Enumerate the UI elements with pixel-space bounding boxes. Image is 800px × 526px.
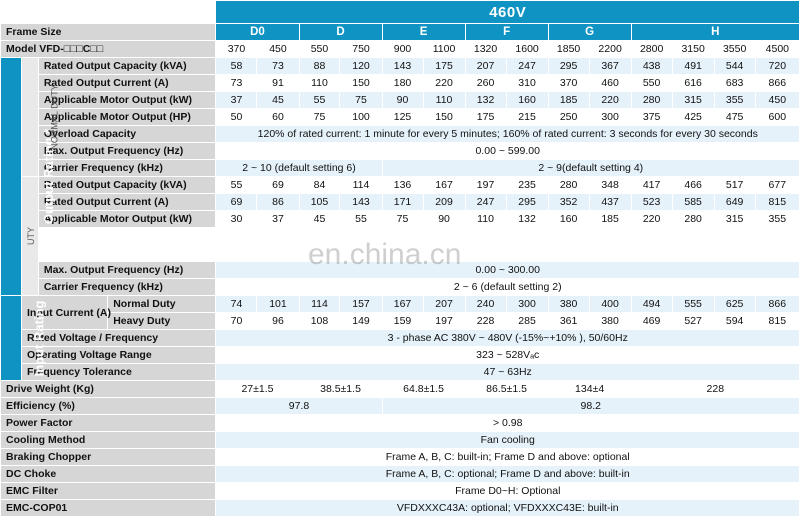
value-cell: 494 bbox=[631, 296, 672, 313]
value-cell: 74 bbox=[216, 296, 257, 313]
normal-motor-hp-label: Applicable Motor Output (HP) bbox=[38, 109, 216, 126]
model-cell: 550 bbox=[299, 41, 340, 58]
value-cell: 616 bbox=[672, 75, 714, 92]
value-cell: 527 bbox=[672, 313, 714, 330]
value-cell: 175 bbox=[465, 109, 506, 126]
value-cell: 207 bbox=[423, 296, 465, 313]
rated-voltage-label: Rated Voltage / Frequency bbox=[22, 330, 216, 347]
value-cell: 197 bbox=[465, 177, 506, 194]
normal-current-label: Rated Output Current (A) bbox=[38, 75, 216, 92]
value-cell: 466 bbox=[672, 177, 714, 194]
value-cell: 185 bbox=[589, 211, 631, 228]
value-cell: 367 bbox=[589, 58, 631, 75]
normal-carrier-value-a: 2 ~ 10 (default setting 6) bbox=[216, 160, 382, 177]
weight-d: 38.5±1.5 bbox=[299, 381, 382, 398]
value-cell: 517 bbox=[714, 177, 755, 194]
title-spacer bbox=[1, 1, 216, 24]
value-cell: 523 bbox=[631, 194, 672, 211]
value-cell: 125 bbox=[382, 109, 423, 126]
value-cell: 167 bbox=[382, 296, 423, 313]
value-cell: 380 bbox=[589, 313, 631, 330]
weight-label: Drive Weight (Kg) bbox=[1, 381, 216, 398]
value-cell: 108 bbox=[299, 313, 340, 330]
value-cell: 180 bbox=[382, 75, 423, 92]
value-cell: 110 bbox=[299, 75, 340, 92]
value-cell: 37 bbox=[216, 92, 257, 109]
heavy-carrier-value: 2 ~ 6 (default setting 2) bbox=[216, 279, 800, 296]
frame-size-label: Frame Size bbox=[1, 24, 216, 41]
value-cell: 280 bbox=[631, 92, 672, 109]
value-cell: 361 bbox=[548, 313, 589, 330]
value-cell: 96 bbox=[257, 313, 299, 330]
value-cell: 30 bbox=[216, 211, 257, 228]
value-cell: 136 bbox=[382, 177, 423, 194]
model-cell: 3550 bbox=[714, 41, 755, 58]
value-cell: 37 bbox=[257, 211, 299, 228]
value-cell: 315 bbox=[672, 92, 714, 109]
value-cell: 50 bbox=[216, 109, 257, 126]
normal-carrier-label: Carrier Frequency (kHz) bbox=[38, 160, 216, 177]
value-cell: 300 bbox=[506, 296, 548, 313]
rated-voltage-value: 3 - phase AC 380V ~ 480V (-15%~+10% ), 50/60Hz bbox=[216, 330, 800, 347]
frame-f: F bbox=[465, 24, 548, 41]
value-cell: 247 bbox=[506, 58, 548, 75]
model-cell: 3150 bbox=[672, 41, 714, 58]
value-cell: 143 bbox=[340, 194, 382, 211]
value-cell: 60 bbox=[257, 109, 299, 126]
value-cell: 295 bbox=[548, 58, 589, 75]
normal-capacity-label: Rated Output Capacity (kVA) bbox=[38, 58, 216, 75]
value-cell: 75 bbox=[340, 92, 382, 109]
value-cell: 380 bbox=[548, 296, 589, 313]
value-cell: 55 bbox=[216, 177, 257, 194]
value-cell: 400 bbox=[589, 296, 631, 313]
value-cell: 280 bbox=[548, 177, 589, 194]
value-cell: 475 bbox=[714, 109, 755, 126]
value-cell: 160 bbox=[548, 211, 589, 228]
value-cell: 220 bbox=[589, 92, 631, 109]
frame-d: D bbox=[299, 24, 382, 41]
weight-g: 134±4 bbox=[548, 381, 631, 398]
value-cell: 149 bbox=[340, 313, 382, 330]
value-cell: 315 bbox=[714, 211, 755, 228]
value-cell: 69 bbox=[257, 177, 299, 194]
value-cell: 55 bbox=[299, 92, 340, 109]
model-cell: 750 bbox=[340, 41, 382, 58]
value-cell: 550 bbox=[631, 75, 672, 92]
value-cell: 45 bbox=[299, 211, 340, 228]
heavy-max-freq-label: Max. Output Frequency (Hz) bbox=[38, 262, 216, 279]
heavy-capacity-label: Rated Output Capacity (kVA) bbox=[38, 177, 216, 194]
value-cell: 114 bbox=[299, 296, 340, 313]
value-cell: 594 bbox=[714, 313, 755, 330]
power-factor-value: > 0.98 bbox=[216, 415, 800, 432]
value-cell: 370 bbox=[548, 75, 589, 92]
operating-voltage-value: 323 ~ 528Vₐc bbox=[216, 347, 800, 364]
value-cell: 866 bbox=[755, 296, 799, 313]
value-cell: 417 bbox=[631, 177, 672, 194]
input-rating-label: Input Rating bbox=[1, 296, 22, 381]
emc-cop-value: VFDXXXC43A: optional; VFDXXXC43E: built-in bbox=[216, 500, 800, 517]
page-title: 460V bbox=[216, 1, 800, 24]
value-cell: 491 bbox=[672, 58, 714, 75]
model-cell: 1100 bbox=[423, 41, 465, 58]
efficiency-value-b: 98.2 bbox=[382, 398, 799, 415]
value-cell: 84 bbox=[299, 177, 340, 194]
value-cell: 90 bbox=[423, 211, 465, 228]
value-cell: 150 bbox=[340, 75, 382, 92]
value-cell: 815 bbox=[755, 194, 799, 211]
value-cell: 167 bbox=[423, 177, 465, 194]
model-cell: 1600 bbox=[506, 41, 548, 58]
model-cell: 2200 bbox=[589, 41, 631, 58]
overload-label: Overload Capacity bbox=[38, 126, 216, 143]
value-cell: 866 bbox=[755, 75, 799, 92]
watermark: en.china.cn bbox=[308, 238, 462, 271]
value-cell: 228 bbox=[465, 313, 506, 330]
value-cell: 469 bbox=[631, 313, 672, 330]
value-cell: 260 bbox=[465, 75, 506, 92]
value-cell: 150 bbox=[423, 109, 465, 126]
value-cell: 88 bbox=[299, 58, 340, 75]
dc-choke-value: Frame A, B, C: optional; Frame D and above: built-in bbox=[216, 466, 800, 483]
value-cell: 220 bbox=[631, 211, 672, 228]
value-cell: 375 bbox=[631, 109, 672, 126]
model-label: Model VFD-□□□C□□ bbox=[1, 41, 216, 58]
normal-max-freq-value: 0.00 ~ 599.00 bbox=[216, 143, 800, 160]
emc-filter-value: Frame D0~H: Optional bbox=[216, 483, 800, 500]
value-cell: 677 bbox=[755, 177, 799, 194]
model-cell: 4500 bbox=[755, 41, 799, 58]
value-cell: 285 bbox=[506, 313, 548, 330]
normal-carrier-value-b: 2 ~ 9(default setting 4) bbox=[382, 160, 799, 177]
heavy-motor-kw-label: Applicable Motor Output (kW) bbox=[38, 211, 216, 228]
value-cell: 175 bbox=[423, 58, 465, 75]
value-cell: 100 bbox=[340, 109, 382, 126]
obscured-row bbox=[38, 228, 216, 245]
freq-tolerance-value: 47 ~ 63Hz bbox=[216, 364, 800, 381]
value-cell: 460 bbox=[589, 75, 631, 92]
value-cell: 171 bbox=[382, 194, 423, 211]
output-rating-label: Output Rating * bbox=[1, 58, 22, 296]
value-cell: 450 bbox=[755, 92, 799, 109]
value-cell: 101 bbox=[257, 296, 299, 313]
value-cell: 58 bbox=[216, 58, 257, 75]
value-cell: 120 bbox=[340, 58, 382, 75]
value-cell: 555 bbox=[672, 296, 714, 313]
obscured-row bbox=[38, 245, 216, 262]
value-cell: 73 bbox=[257, 58, 299, 75]
efficiency-label: Efficiency (%) bbox=[1, 398, 216, 415]
value-cell: 215 bbox=[506, 109, 548, 126]
frame-d0: D0 bbox=[216, 24, 299, 41]
model-cell: 900 bbox=[382, 41, 423, 58]
value-cell: 438 bbox=[631, 58, 672, 75]
weight-d0: 27±1.5 bbox=[216, 381, 299, 398]
normal-motor-kw-label: Applicable Motor Output (kW) bbox=[38, 92, 216, 109]
value-cell: 73 bbox=[216, 75, 257, 92]
model-cell: 370 bbox=[216, 41, 257, 58]
value-cell: 91 bbox=[257, 75, 299, 92]
value-cell: 105 bbox=[299, 194, 340, 211]
value-cell: 625 bbox=[714, 296, 755, 313]
value-cell: 355 bbox=[755, 211, 799, 228]
value-cell: 114 bbox=[340, 177, 382, 194]
braking-value: Frame A, B, C: built-in; Frame D and above: optional bbox=[216, 449, 800, 466]
value-cell: 69 bbox=[216, 194, 257, 211]
value-cell: 132 bbox=[465, 92, 506, 109]
value-cell: 720 bbox=[755, 58, 799, 75]
value-cell: 45 bbox=[257, 92, 299, 109]
value-cell: 247 bbox=[465, 194, 506, 211]
value-cell: 280 bbox=[672, 211, 714, 228]
freq-tolerance-label: Frequency Tolerance bbox=[22, 364, 216, 381]
value-cell: 348 bbox=[589, 177, 631, 194]
frame-h: H bbox=[631, 24, 799, 41]
value-cell: 240 bbox=[465, 296, 506, 313]
value-cell: 185 bbox=[548, 92, 589, 109]
obscured-row bbox=[216, 245, 800, 262]
heavy-current-label: Rated Output Current (A) bbox=[38, 194, 216, 211]
power-factor-label: Power Factor bbox=[1, 415, 216, 432]
value-cell: 160 bbox=[506, 92, 548, 109]
frame-e: E bbox=[382, 24, 465, 41]
value-cell: 352 bbox=[548, 194, 589, 211]
normal-duty-label: NORMAL DUTY bbox=[22, 58, 39, 177]
emc-filter-label: EMC Filter bbox=[1, 483, 216, 500]
value-cell: 600 bbox=[755, 109, 799, 126]
model-row bbox=[1, 41, 800, 58]
value-cell: 220 bbox=[423, 75, 465, 92]
normal-max-freq-label: Max. Output Frequency (Hz) bbox=[38, 143, 216, 160]
value-cell: 70 bbox=[216, 313, 257, 330]
value-cell: 310 bbox=[506, 75, 548, 92]
braking-label: Braking Chopper bbox=[1, 449, 216, 466]
weight-h: 228 bbox=[631, 381, 799, 398]
cooling-value: Fan cooling bbox=[216, 432, 800, 449]
value-cell: 437 bbox=[589, 194, 631, 211]
value-cell: 75 bbox=[382, 211, 423, 228]
obscured-row bbox=[216, 228, 800, 245]
value-cell: 683 bbox=[714, 75, 755, 92]
value-cell: 250 bbox=[548, 109, 589, 126]
value-cell: 143 bbox=[382, 58, 423, 75]
heavy-duty-label: UTY bbox=[22, 177, 39, 296]
value-cell: 207 bbox=[465, 58, 506, 75]
value-cell: 425 bbox=[672, 109, 714, 126]
value-cell: 295 bbox=[506, 194, 548, 211]
value-cell: 110 bbox=[465, 211, 506, 228]
cooling-label: Cooling Method bbox=[1, 432, 216, 449]
heavy-max-freq-value: 0.00 ~ 300.00 bbox=[216, 262, 800, 279]
value-cell: 75 bbox=[299, 109, 340, 126]
value-cell: 235 bbox=[506, 177, 548, 194]
dc-choke-label: DC Choke bbox=[1, 466, 216, 483]
value-cell: 355 bbox=[714, 92, 755, 109]
efficiency-value-a: 97.8 bbox=[216, 398, 382, 415]
input-current-label: Input Current (A) bbox=[22, 296, 108, 330]
value-cell: 132 bbox=[506, 211, 548, 228]
value-cell: 649 bbox=[714, 194, 755, 211]
value-cell: 90 bbox=[382, 92, 423, 109]
weight-f: 86.5±1.5 bbox=[465, 381, 548, 398]
model-cell: 1320 bbox=[465, 41, 506, 58]
value-cell: 815 bbox=[755, 313, 799, 330]
model-cell: 450 bbox=[257, 41, 299, 58]
model-cell: 1850 bbox=[548, 41, 589, 58]
heavy-carrier-label: Carrier Frequency (kHz) bbox=[38, 279, 216, 296]
weight-e: 64.8±1.5 bbox=[382, 381, 465, 398]
value-cell: 585 bbox=[672, 194, 714, 211]
frame-g: G bbox=[548, 24, 631, 41]
input-normal-duty-label: Normal Duty bbox=[108, 296, 216, 313]
overload-value: 120% of rated current: 1 minute for every 5 minutes; 160% of rated current: 3 seconds for every 30 seconds bbox=[216, 126, 800, 143]
value-cell: 157 bbox=[340, 296, 382, 313]
value-cell: 86 bbox=[257, 194, 299, 211]
value-cell: 544 bbox=[714, 58, 755, 75]
value-cell: 197 bbox=[423, 313, 465, 330]
value-cell: 55 bbox=[340, 211, 382, 228]
value-cell: 209 bbox=[423, 194, 465, 211]
input-heavy-duty-label: Heavy Duty bbox=[108, 313, 216, 330]
value-cell: 110 bbox=[423, 92, 465, 109]
operating-voltage-label: Operating Voltage Range bbox=[22, 347, 216, 364]
value-cell: 300 bbox=[589, 109, 631, 126]
emc-cop-label: EMC-COP01 bbox=[1, 500, 216, 517]
model-cell: 2800 bbox=[631, 41, 672, 58]
value-cell: 159 bbox=[382, 313, 423, 330]
